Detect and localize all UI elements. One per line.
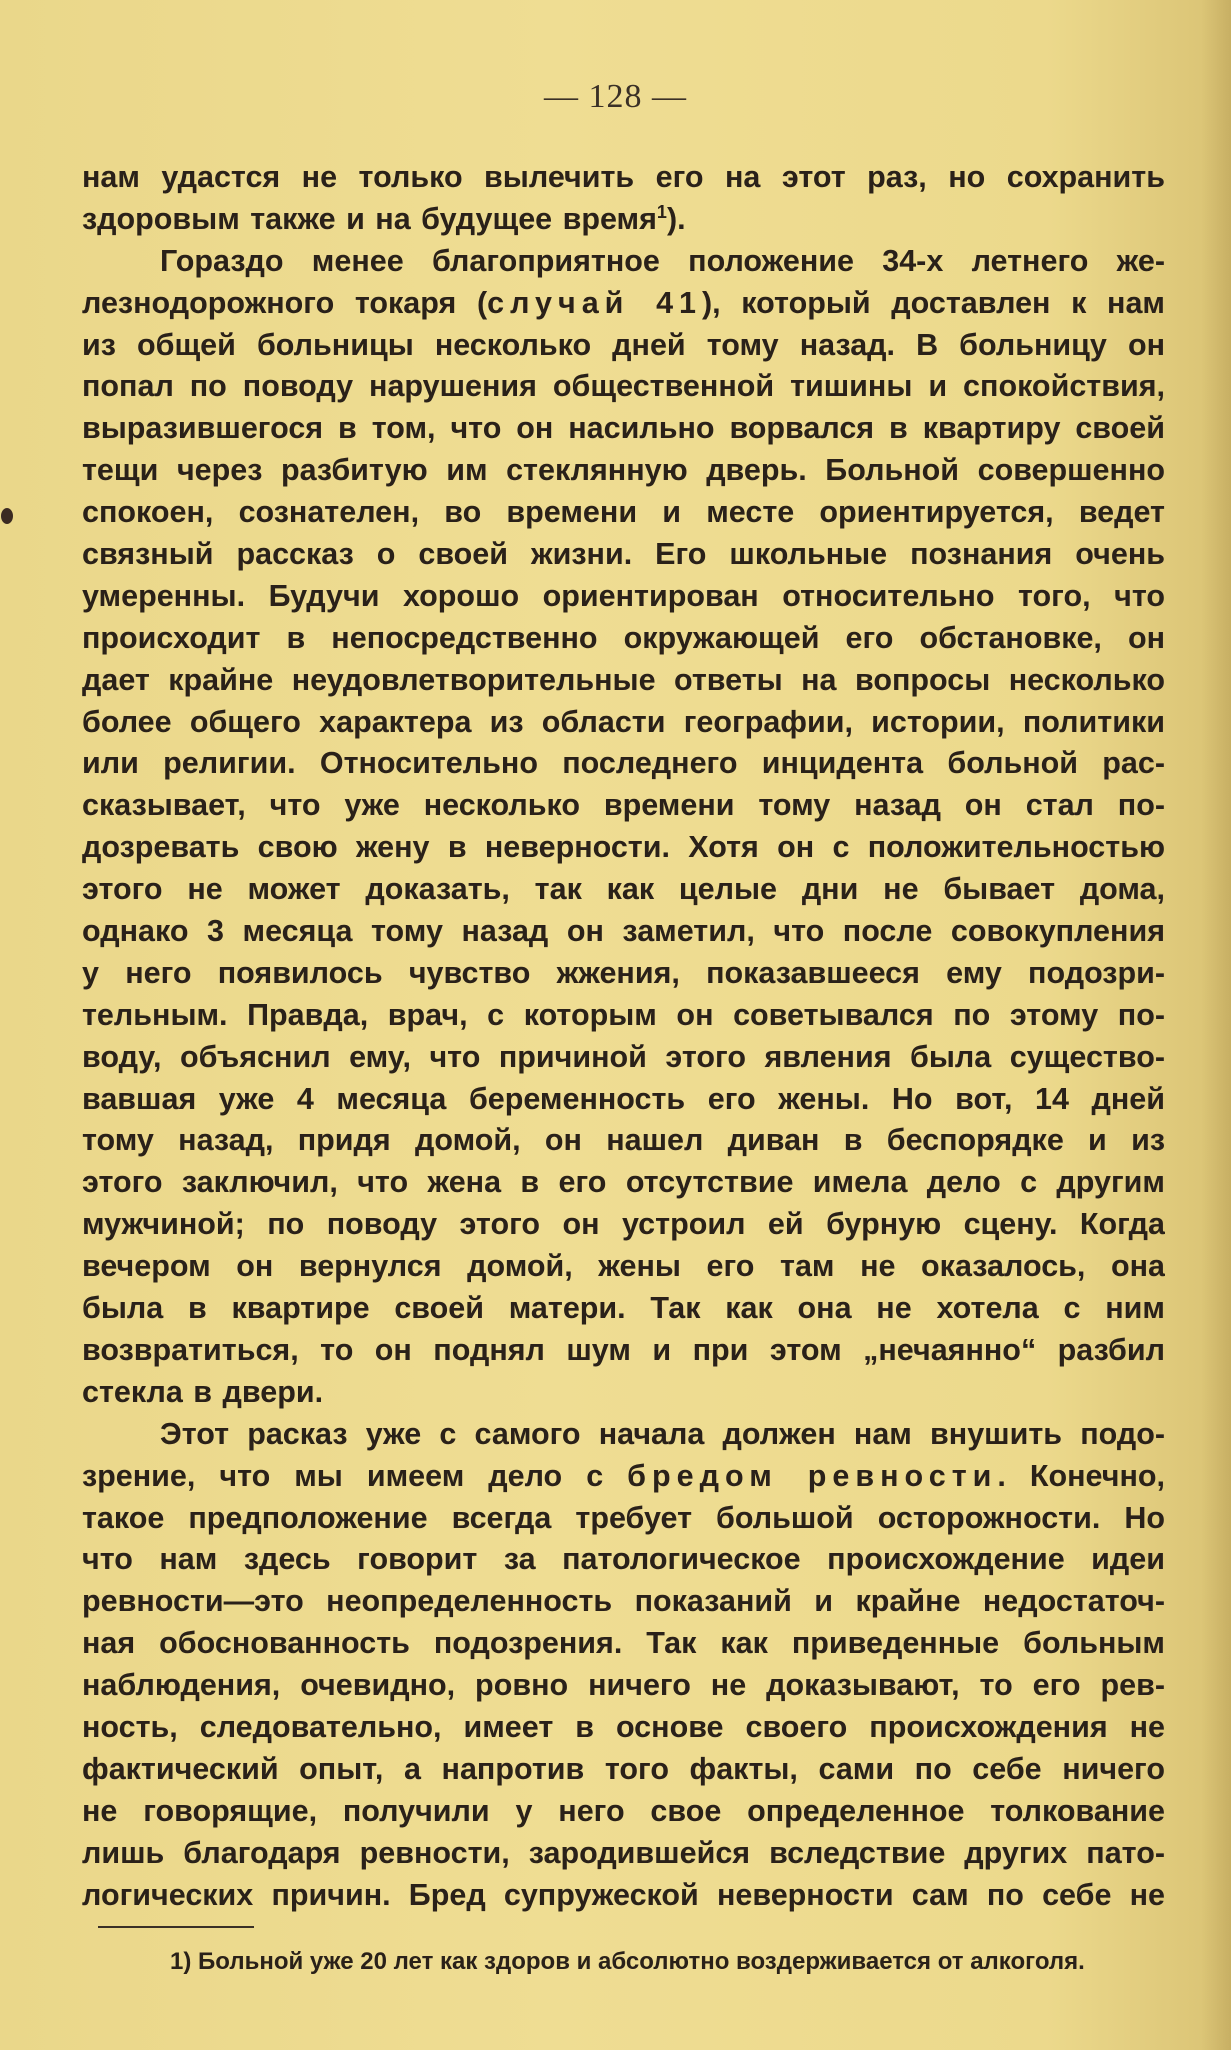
text-line bbox=[82, 1498, 1165, 1540]
text-line bbox=[82, 1414, 1165, 1456]
text-line bbox=[82, 1037, 1165, 1079]
line-text: происходит в непосредственно окружающей его обстановке, он bbox=[82, 620, 1165, 655]
footnote-rule bbox=[98, 1926, 254, 1928]
line-text: дозревать свою жену в неверности. Хотя он с положительностью bbox=[82, 830, 1165, 865]
text-line bbox=[82, 1372, 1165, 1414]
text-line bbox=[82, 450, 1165, 492]
text-line bbox=[82, 1288, 1165, 1330]
line-text: сказывает, что уже несколько времени тому назад он стал по- bbox=[82, 788, 1165, 823]
text-line bbox=[82, 1749, 1165, 1791]
footnote-text: Больной уже 20 лет как здоров и абсолютно воздерживается от алкоголя. bbox=[198, 1948, 1085, 1975]
body-text bbox=[82, 157, 1165, 1916]
text-line bbox=[82, 199, 1165, 241]
page-edge-shadow bbox=[1201, 0, 1231, 2050]
ink-spot bbox=[1, 508, 13, 524]
emphasized-text: бредом ревности bbox=[627, 1458, 998, 1493]
line-text: тещи через разбитую им стеклянную дверь. Больной совершенно bbox=[82, 453, 1165, 488]
line-text: наблюдения, очевидно, ровно ничего не доказывают, то его рев- bbox=[82, 1668, 1165, 1703]
text-line bbox=[82, 534, 1165, 576]
line-text: логических причин. Бред супружеской неверности сам по себе не bbox=[82, 1877, 1165, 1912]
text-line bbox=[82, 995, 1165, 1037]
line-text: воду, объяснил ему, что причиной этого явления была существо- bbox=[82, 1039, 1165, 1074]
text-line bbox=[82, 1162, 1165, 1204]
line-text: ная обоснованность подозрения. Так как приведенные больным bbox=[82, 1626, 1165, 1661]
text-line bbox=[82, 1665, 1165, 1707]
text-line bbox=[82, 1707, 1165, 1749]
text-line bbox=[82, 702, 1165, 744]
line-text: стекла в двери. bbox=[82, 1374, 324, 1409]
text-line bbox=[82, 1120, 1165, 1162]
text-line bbox=[82, 157, 1165, 199]
text-line bbox=[82, 1246, 1165, 1288]
text-line bbox=[82, 743, 1165, 785]
line-text: не говорящие, получили у него свое определенное толкование bbox=[82, 1793, 1165, 1828]
text-line bbox=[82, 1204, 1165, 1246]
line-text: лишь благодаря ревности, зародившейся вследствие других пато- bbox=[82, 1835, 1165, 1870]
text-line bbox=[82, 618, 1165, 660]
line-text: связный рассказ о своей жизни. Его школьные познания очень bbox=[82, 537, 1165, 572]
line-text: более общего характера из области географии, истории, политики bbox=[82, 704, 1165, 739]
text-line bbox=[82, 911, 1165, 953]
text-line bbox=[82, 827, 1165, 869]
page-number: — 128 — bbox=[544, 78, 687, 115]
line-text: здоровым также и на будущее время bbox=[82, 201, 657, 236]
line-text: Гораздо менее благоприятное положение 34-х летнего же- bbox=[160, 243, 1165, 278]
emphasized-text: случай 41 bbox=[487, 285, 703, 320]
line-text: зрение, что мы имеем дело с bbox=[82, 1458, 628, 1493]
line-text: была в квартире своей матери. Так как она не хотела с ним bbox=[82, 1291, 1165, 1326]
footnote-marker: 1) bbox=[170, 1948, 192, 1975]
footnote bbox=[170, 1948, 1170, 1976]
text-line bbox=[82, 1581, 1165, 1623]
line-text: вечером он вернулся домой, жены его там не оказалось, она bbox=[82, 1249, 1165, 1284]
text-line bbox=[82, 576, 1165, 618]
line-text: такое предположение всегда требует большой осторожности. Но bbox=[82, 1500, 1165, 1535]
footnote-reference: 1 bbox=[656, 201, 667, 222]
text-line bbox=[82, 953, 1165, 995]
line-text: у него появилось чувство жжения, показавшееся ему подозри- bbox=[82, 955, 1165, 990]
text-line bbox=[82, 1456, 1165, 1498]
line-text: или религии. Относительно последнего инцидента больной рас- bbox=[82, 746, 1165, 781]
text-line bbox=[82, 408, 1165, 450]
text-line bbox=[82, 283, 1165, 325]
line-text: возвратиться, то он поднял шум и при этом „нечаянно“ разбил bbox=[82, 1332, 1165, 1367]
line-text: тельным. Правда, врач, с которым он советывался по этому по- bbox=[82, 997, 1165, 1032]
line-text: ность, следовательно, имеет в основе своего происхождения не bbox=[82, 1709, 1165, 1744]
text-line bbox=[82, 1079, 1165, 1121]
line-text: вавшая уже 4 месяца беременность его жены. Но вот, 14 дней bbox=[82, 1081, 1165, 1116]
text-line bbox=[82, 1539, 1165, 1581]
line-text: однако 3 месяца тому назад он заметил, что после совокупления bbox=[82, 914, 1165, 949]
line-text: что нам здесь говорит за патологическое происхождение идеи bbox=[82, 1542, 1165, 1577]
line-text: этого не может доказать, так как целые дни не бывает дома, bbox=[82, 872, 1165, 907]
text-line bbox=[82, 1330, 1165, 1372]
line-text: выразившегося в том, что он насильно ворвался в квартиру своей bbox=[82, 411, 1165, 446]
text-line bbox=[82, 366, 1165, 408]
line-tail: ), который доставлен к нам bbox=[702, 285, 1165, 320]
text-line bbox=[82, 325, 1165, 367]
text-line bbox=[82, 1791, 1165, 1833]
line-tail: . Конечно, bbox=[997, 1458, 1165, 1493]
text-line bbox=[82, 1833, 1165, 1875]
text-line bbox=[82, 660, 1165, 702]
line-text: лезнодорожного токаря ( bbox=[82, 285, 488, 320]
line-text: Этот расказ уже с самого начала должен нам внушить подо- bbox=[160, 1416, 1165, 1451]
line-text: этого заключил, что жена в его отсутствие имела дело с другим bbox=[82, 1165, 1165, 1200]
line-text: тому назад, придя домой, он нашел диван в беспорядке и из bbox=[82, 1123, 1165, 1158]
line-text: ревности—это неопределенность показаний и крайне недостаточ- bbox=[82, 1584, 1165, 1619]
line-text: из общей больницы несколько дней тому назад. В больницу он bbox=[82, 327, 1165, 362]
line-tail: ). bbox=[666, 201, 686, 236]
line-text: нам удастся не только вылечить его на этот раз, но сохранить bbox=[82, 160, 1165, 194]
line-text: умеренны. Будучи хорошо ориентирован относительно того, что bbox=[82, 578, 1165, 613]
text-line bbox=[82, 1623, 1165, 1665]
line-text: попал по поводу нарушения общественной тишины и спокойствия, bbox=[82, 369, 1165, 404]
text-line bbox=[82, 785, 1165, 827]
text-line bbox=[82, 869, 1165, 911]
line-text: фактический опыт, а напротив того факты, сами по себе ничего bbox=[82, 1751, 1165, 1786]
line-text: дает крайне неудовлетворительные ответы на вопросы несколько bbox=[82, 662, 1165, 697]
text-line bbox=[82, 492, 1165, 534]
line-text: мужчиной; по поводу этого он устроил ей бурную сцену. Когда bbox=[82, 1207, 1165, 1242]
text-line bbox=[82, 241, 1165, 283]
line-text: спокоен, сознателен, во времени и месте ориентируется, ведет bbox=[82, 495, 1165, 530]
text-line bbox=[82, 1875, 1165, 1917]
